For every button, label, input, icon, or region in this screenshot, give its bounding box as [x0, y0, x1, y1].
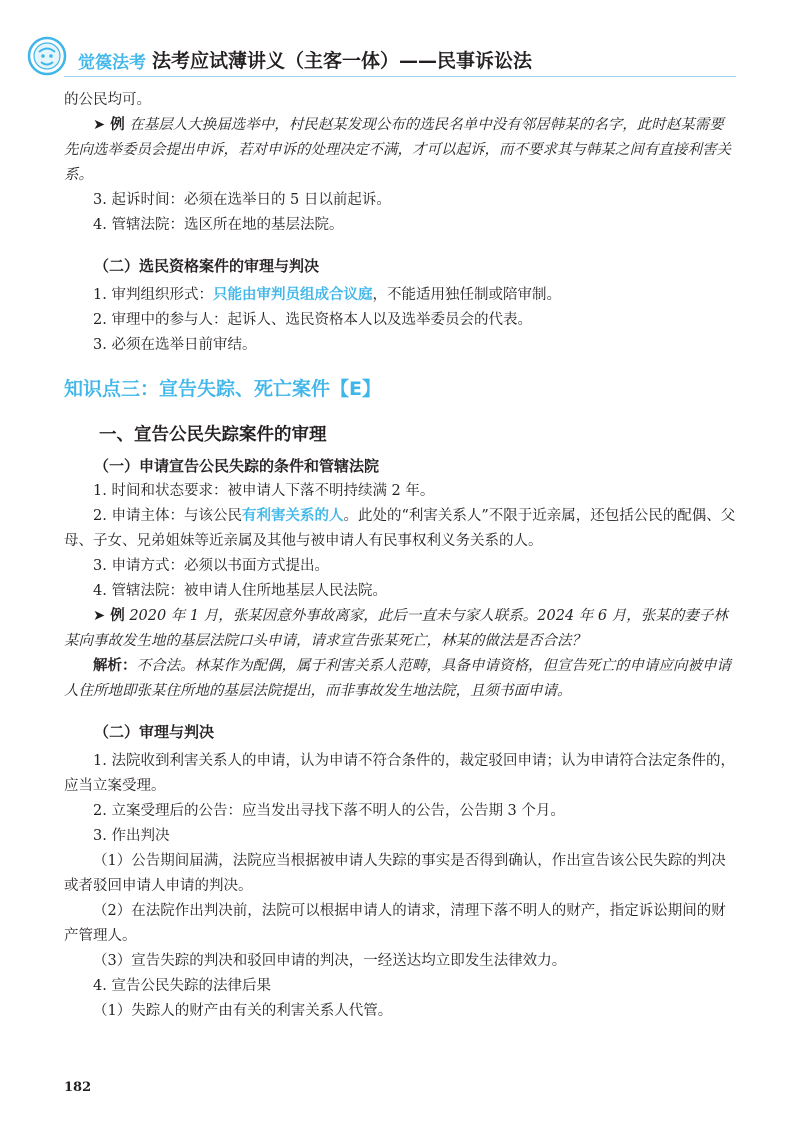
paragraph: 4. 管辖法院：选区所在地的基层法院。 — [93, 217, 344, 233]
paragraph: 2. 审理中的参与人：起诉人、选民资格本人以及选举委员会的代表。 — [93, 312, 532, 328]
page-body — [64, 88, 736, 1024]
paragraph: 4. 宣告公民失踪的法律后果 — [93, 978, 271, 994]
paragraph: （2）在法院作出判决前，法院可以根据申请人的请求，清理下落不明人的财产，指定诉讼期间的财产管理人。 — [64, 903, 726, 944]
paragraph — [64, 283, 736, 308]
brand-name: 觉篌法考 — [78, 53, 146, 73]
paragraph — [64, 504, 736, 554]
analysis-text: 不合法。林某作为配偶，属于利害关系人范畴，具备申请资格，但宣告死亡的申请应向被申请人住所地即张某住所地的基层法院提出，而非事故发生地法院，且须书面申请。 — [64, 658, 731, 699]
example-marker: ➤ 例 — [93, 608, 125, 624]
subsection-heading: （二）审理与判决 — [94, 723, 215, 741]
book-title: 法考应试薄讲义（主客一体）——民事诉讼法 — [152, 50, 533, 72]
subsection-heading: （二）选民资格案件的审理与判决 — [94, 257, 320, 275]
text: 2. 申请主体：与该公民 — [93, 508, 242, 524]
text: 。此处的“利害关系人”不限于近亲属，还包括公民的配偶、父母、子女、兄弟姐妹等近亲属及其他与被申请人有民事权利义务关系的人。 — [64, 508, 736, 549]
text: ，不能适用独任制或陪审制。 — [372, 287, 561, 303]
example-marker: ➤ 例 — [93, 117, 125, 133]
analysis-label: 解析： — [93, 658, 137, 674]
page-number: 182 — [64, 1080, 92, 1095]
paragraph: 3. 起诉时间：必须在选举日的 5 日以前起诉。 — [93, 192, 391, 208]
paragraph: 4. 管辖法院：被申请人住所地基层人民法院。 — [93, 583, 387, 599]
example-text: 2020 年 1 月，张某因意外事故离家，此后一直未与家人联系。2024 年 6 月，张某的妻子林某向事故发生地的基层法院口头申请，请求宣告张某死亡，林某的做法是否合法？ — [64, 608, 728, 649]
paragraph: 1. 法院收到利害关系人的申请，认为申请不符合条件的，裁定驳回申请；认为申请符合法定条件的，应当立案受理。 — [64, 753, 735, 794]
paragraph: （3）宣告失踪的判决和驳回申请的判决，一经送达均立即发生法律效力。 — [93, 953, 567, 969]
text: 1. 审判组织形式： — [93, 287, 213, 303]
header-divider — [64, 76, 736, 77]
paragraph: 3. 申请方式：必须以书面方式提出。 — [93, 558, 329, 574]
paragraph: 3. 作出判决 — [93, 828, 170, 844]
highlight-text: 只能由审判员组成合议庭 — [212, 287, 373, 303]
paragraph: 1. 时间和状态要求：被申请人下落不明持续满 2 年。 — [93, 483, 435, 499]
subsection-heading: （一）申请宣告公民失踪的条件和管辖法院 — [94, 457, 380, 475]
analysis-paragraph — [64, 654, 736, 704]
section-heading: 一、宣告公民失踪案件的审理 — [99, 425, 327, 445]
page-header — [0, 0, 800, 80]
paragraph: 2. 立案受理后的公告：应当发出寻找下落不明人的公告，公告期 3 个月。 — [93, 803, 565, 819]
highlight-text: 有利害关系的人 — [241, 508, 344, 524]
brand-logo-icon — [26, 35, 68, 77]
paragraph: 的公民均可。 — [64, 92, 151, 108]
paragraph: 3. 必须在选举日前审结。 — [93, 337, 257, 353]
example-paragraph — [64, 604, 736, 654]
knowledge-point-heading: 知识点三：宣告失踪、死亡案件【E】 — [64, 378, 381, 400]
example-paragraph — [64, 113, 736, 188]
paragraph: （1）失踪人的财产由有关的利害关系人代管。 — [93, 1003, 393, 1019]
paragraph: （1）公告期间届满，法院应当根据被申请人失踪的事实是否得到确认，作出宣告该公民失踪的判决或者驳回申请人申请的判决。 — [64, 853, 726, 894]
example-text: 在基层人大换届选举中，村民赵某发现公布的选民名单中没有邻居韩某的名字，此时赵某需要先向选举委员会提出申诉，若对申诉的处理决定不满，才可以起诉，而不要求其与韩某之间有直接利害关系。 — [64, 117, 731, 183]
